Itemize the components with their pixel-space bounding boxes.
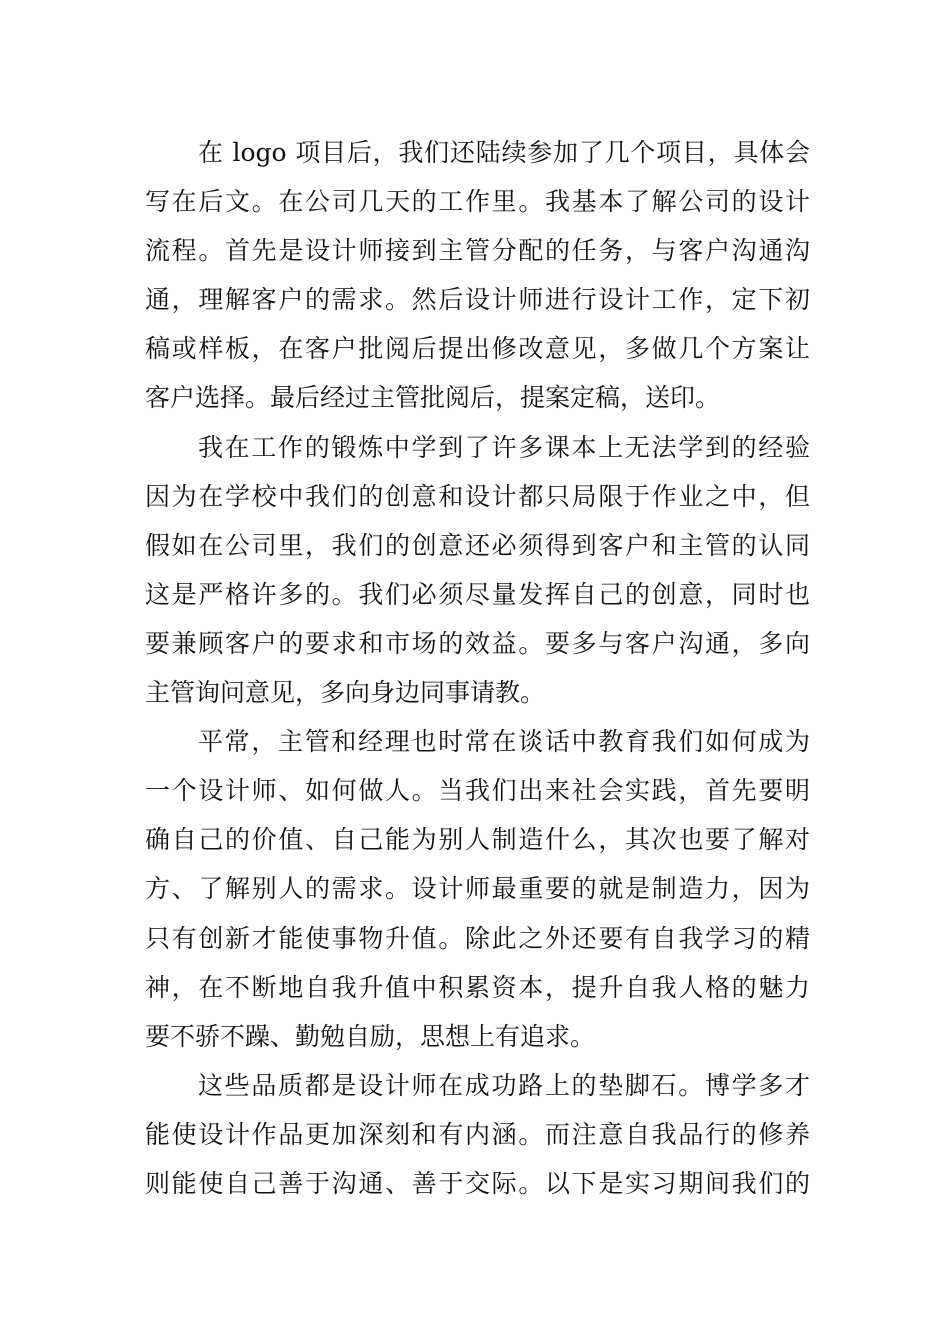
text-line: 一个设计师、如何做人。当我们出来社会实践，首先要明 <box>145 776 810 806</box>
text-line: 客户选择。最后经过主管批阅后，提案定稿，送印。 <box>145 383 721 413</box>
text-line: 要不骄不躁、勤勉自励，思想上有追求。 <box>145 1021 596 1051</box>
text-line: 流程。首先是设计师接到主管分配的任务，与客户沟通沟 <box>145 236 810 266</box>
text-line: 主管询问意见，多向身边同事请教。 <box>145 678 546 708</box>
paragraph-2 <box>145 423 810 718</box>
paragraph-3 <box>145 717 810 1061</box>
text-line: 要兼顾客户的要求和市场的效益。要多与客户沟通，多向 <box>145 628 810 658</box>
text-line: 则能使自己善于沟通、善于交际。以下是实习期间我们的 <box>145 1168 810 1198</box>
text-line: 通，理解客户的需求。然后设计师进行设计工作，定下初 <box>145 285 810 315</box>
text-line: 这些品质都是设计师在成功路上的垫脚石。博学多才 <box>198 1070 810 1100</box>
text-line: 这是严格许多的。我们必须尽量发挥自己的创意，同时也 <box>145 579 810 609</box>
text-line: 稿或样板，在客户批阅后提出修改意见，多做几个方案让 <box>145 334 810 364</box>
body-text <box>145 128 810 1208</box>
paragraph-1 <box>145 128 810 423</box>
text-line: 能使设计作品更加深刻和有内涵。而注意自我品行的修养 <box>145 1119 810 1149</box>
text-line: 平常，主管和经理也时常在谈话中教育我们如何成为 <box>198 727 810 757</box>
text-line: 神，在不断地自我升值中积累资本，提升自我人格的魅力 <box>145 972 810 1002</box>
text-line: 假如在公司里，我们的创意还必须得到客户和主管的认同 <box>145 530 810 560</box>
text-line: 方、了解别人的需求。设计师最重要的就是制造力，因为 <box>145 874 810 904</box>
text-line: 在 logo 项目后，我们还陆续参加了几个项目，具体会 <box>198 138 810 167</box>
text-line: 写在后文。在公司几天的工作里。我基本了解公司的设计 <box>145 187 810 217</box>
text-line: 因为在学校中我们的创意和设计都只局限于作业之中，但 <box>145 481 810 511</box>
text-line: 只有创新才能使事物升值。除此之外还要有自我学习的精 <box>145 923 810 953</box>
text-line: 确自己的价值、自己能为别人制造什么，其次也要了解对 <box>145 825 810 855</box>
text-line: 我在工作的锻炼中学到了许多课本上无法学到的经验 <box>198 432 810 462</box>
paragraph-4 <box>145 1061 810 1208</box>
